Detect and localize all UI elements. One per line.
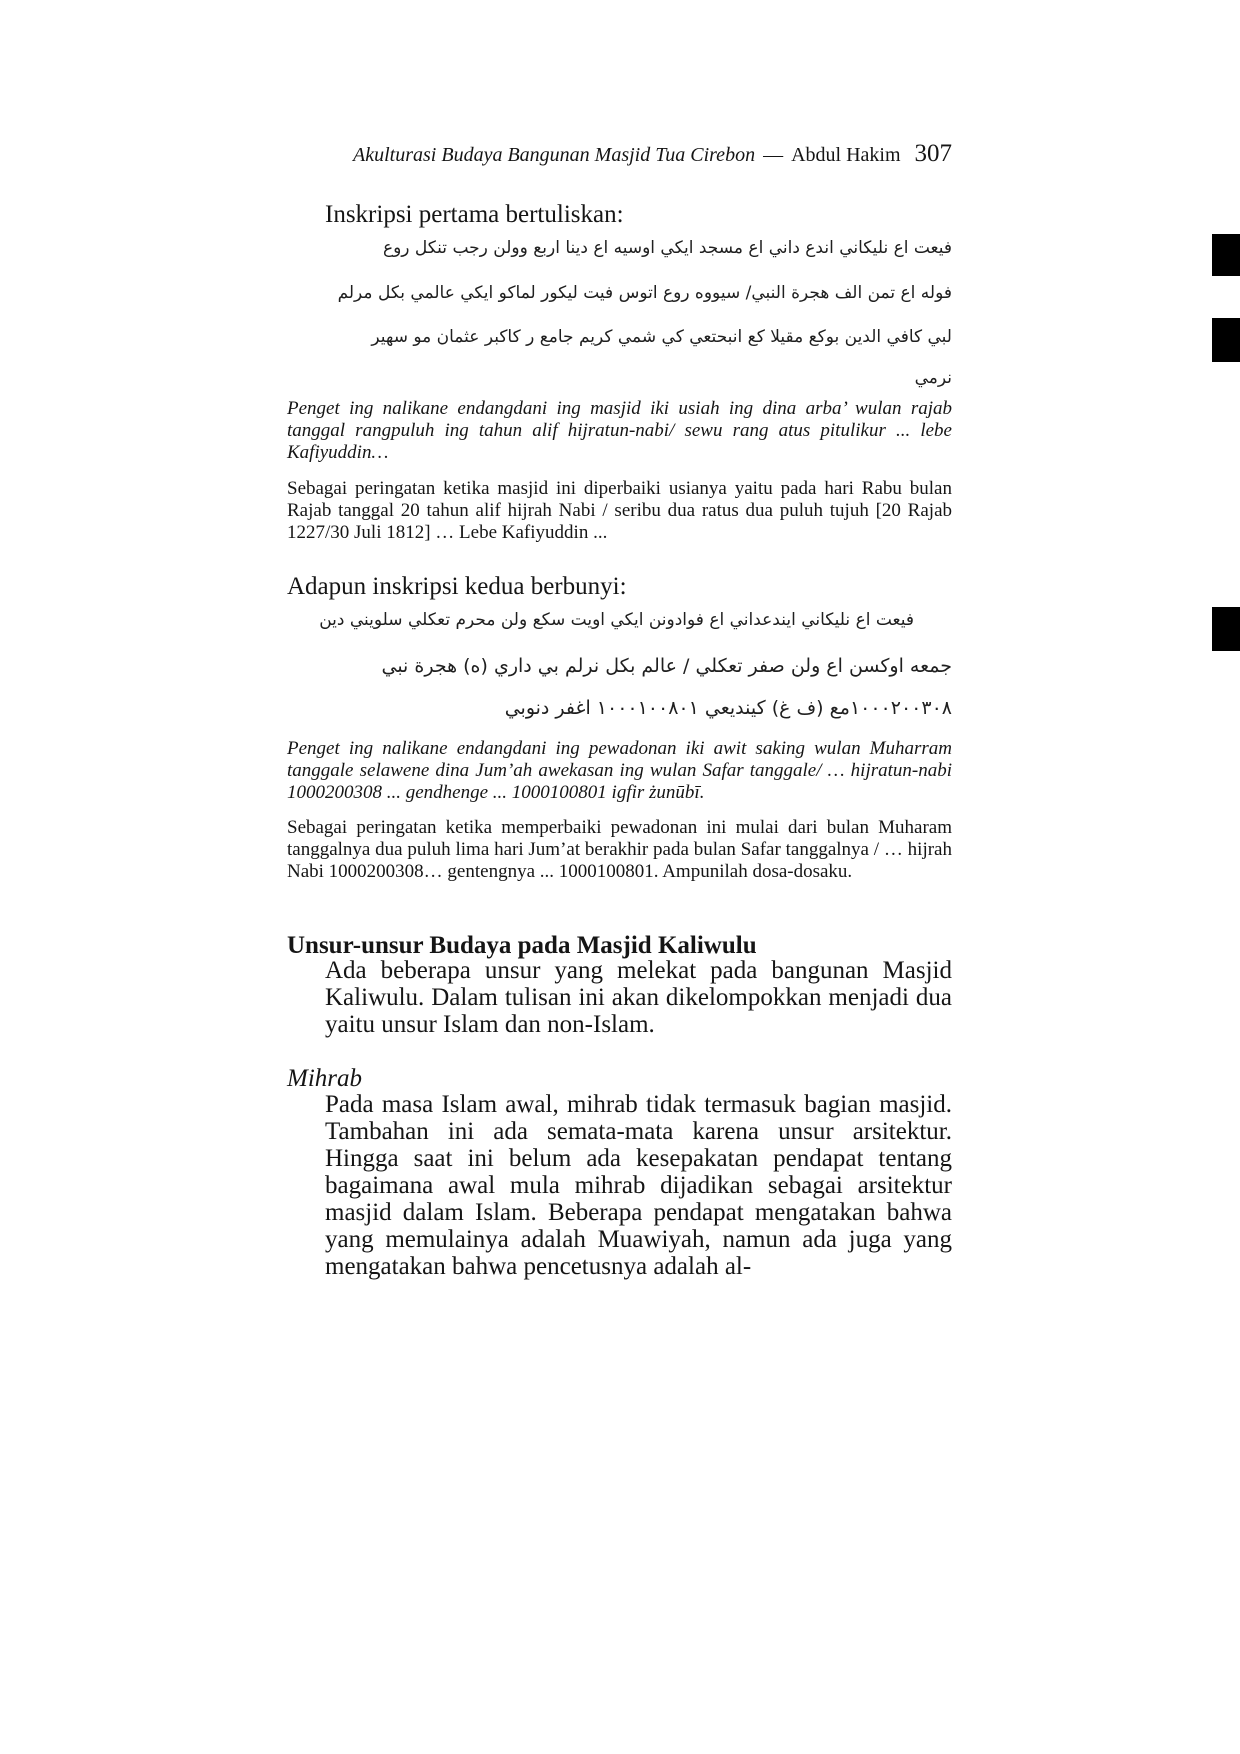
inscription-1-intro: Inskripsi pertama bertuliskan: xyxy=(325,201,624,228)
inscription-1-arabic-line-4: نرمي xyxy=(914,368,952,388)
header-separator: — xyxy=(763,144,784,166)
inscription-1-arabic-line-2: فوله اع تمن الف هجرة النبي/ سيووه روع اتوس فيت ليكور لماكو ايكي عالمي بكل مرلم xyxy=(337,283,952,303)
inscription-2-arabic-line-1: فيعت اع نليكاني ايندعداني اع فوادونن ايكي اويت سكع ولن محرم تعكلي سلويني دين xyxy=(319,610,914,630)
running-header xyxy=(340,140,952,174)
inscription-2-transliteration: Penget ing nalikane endangdani ing pewadonan iki awit saking wulan Muharram tanggale selawene dina Jum’ah awekasan ing wulan Safar tanggale/ … hijratun-nabi 1000200308 ... gendhenge ... 1000100801 igfir żunūbī. xyxy=(287,738,952,803)
header-author: Abdul Hakim xyxy=(791,144,901,166)
inscription-1-transliteration: Penget ing nalikane endangdani ing masjid iki usiah ing dina arba’ wulan rajab tanggal rangpuluh ing tahun alif hijratun-nabi/ sewu rang atus pitulikur ... lebe Kafiyuddin… xyxy=(287,398,952,463)
inscription-2-intro: Adapun inskripsi kedua berbunyi: xyxy=(287,573,627,600)
page-number: 307 xyxy=(914,140,952,167)
mihrab-paragraph xyxy=(287,1091,952,1280)
mihrab-heading: Mihrab xyxy=(287,1065,362,1092)
running-title: Akulturasi Budaya Bangunan Masjid Tua Cirebon xyxy=(353,144,756,166)
margin-mark-2 xyxy=(1212,318,1240,362)
inscription-1-arabic-line-1: فيعت اع نليكاني اندع داني اع مسجد ايكي اوسيه اع دينا اربع وولن رجب تنكل روع xyxy=(382,238,952,258)
section-paragraph xyxy=(287,957,952,1038)
margin-mark-3 xyxy=(1212,607,1240,651)
inscription-1-translation: Sebagai peringatan ketika masjid ini diperbaiki usianya yaitu pada hari Rabu bulan Rajab tanggal 20 tahun alif hijrah Nabi / seribu dua ratus dua puluh tujuh [20 Rajab 1227/30 Juli 1812] … Lebe Kafiyuddin ... xyxy=(287,478,952,543)
inscription-2-arabic-line-3: ١٠٠٠٢٠٠٣٠٨مع (ف غ) كينديعي ١٠٠٠١٠٠٨٠١ اغفر دنوبي xyxy=(504,697,952,719)
section-heading: Unsur-unsur Budaya pada Masjid Kaliwulu xyxy=(287,932,757,959)
mihrab-paragraph-text: Pada masa Islam awal, mihrab tidak termasuk bagian masjid. Tambahan ini ada semata-mata karena unsur arsitektur. Hingga saat ini belum ada kesepakatan pendapat tentang bagaimana awal mula mihrab dijadikan sebagai arsitektur masjid dalam Islam. Beberapa pendapat mengatakan bahwa yang memulainya adalah Muawiyah, namun ada juga yang mengatakan bahwa pencetusnya adalah al- xyxy=(325,1091,952,1280)
section-paragraph-text: Ada beberapa unsur yang melekat pada bangunan Masjid Kaliwulu. Dalam tulisan ini akan dikelompokkan menjadi dua yaitu unsur Islam dan non-Islam. xyxy=(325,957,952,1038)
inscription-2-translation: Sebagai peringatan ketika memperbaiki pewadonan ini mulai dari bulan Muharam tanggalnya dua puluh lima hari Jum’at berakhir pada bulan Safar tanggalnya / … hijrah Nabi 1000200308… gentengnya ... 1000100801. Ampunilah dosa-dosaku. xyxy=(287,817,952,882)
inscription-2-arabic-line-2: جمعه اوكسن اع ولن صفر تعكلي / عالم بكل نرلم بي داري (ه) هجرة نبي xyxy=(381,655,952,677)
inscription-1-arabic-line-3: لبي كافي الدين بوكع مقيلا كع انبحتعي كي شمي كريم جامع ر كاكبر عثمان مو سهير xyxy=(371,327,952,347)
margin-mark-1 xyxy=(1212,234,1240,276)
